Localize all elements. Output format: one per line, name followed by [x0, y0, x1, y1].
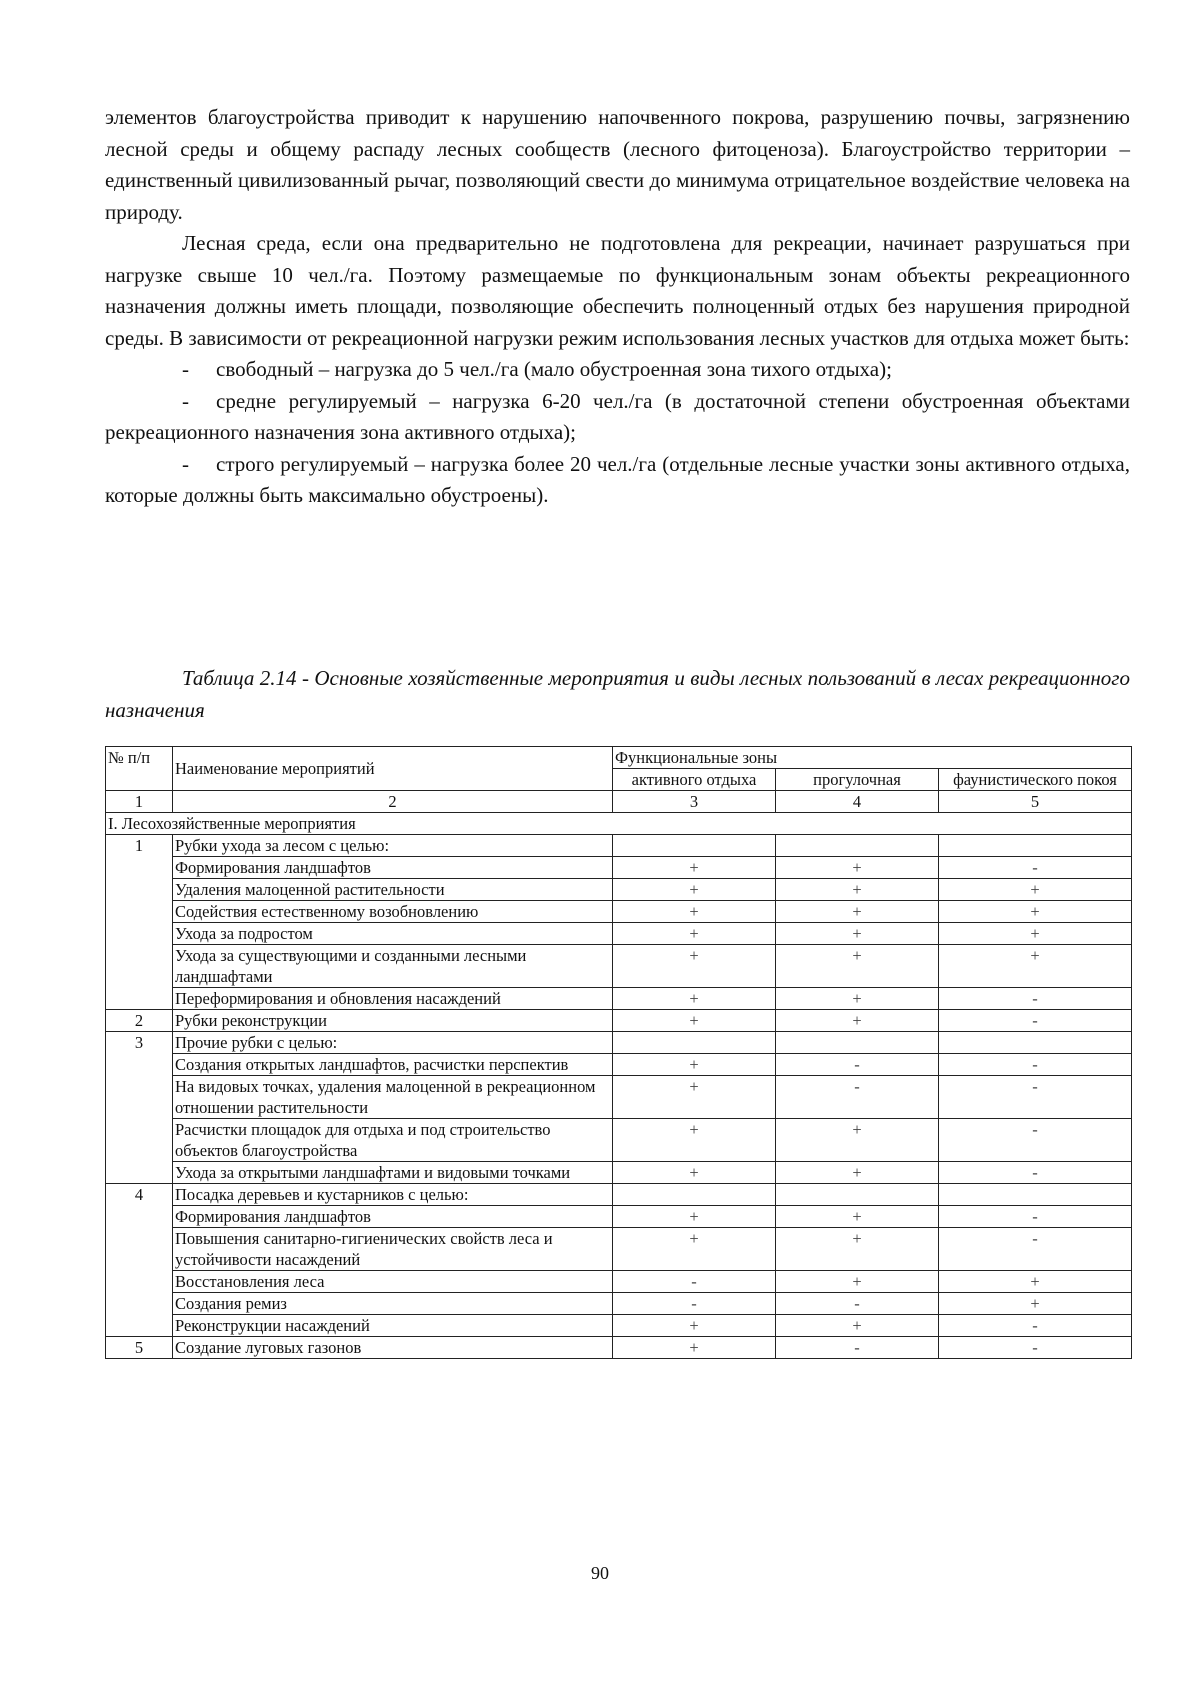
measure-name: Расчистки площадок для отдыха и под строительство объектов благоустройства	[173, 1119, 613, 1162]
zone-active-cell: +	[613, 1054, 776, 1076]
zone-fauna-cell: -	[939, 1162, 1132, 1184]
row-number: 4	[106, 1184, 173, 1337]
measure-name: На видовых точках, удаления малоценной в рекреационном отношении растительности	[173, 1076, 613, 1119]
zone-walking-cell: +	[776, 1271, 939, 1293]
measure-name: Содействия естественному возобновлению	[173, 901, 613, 923]
zone-active-cell: +	[613, 945, 776, 988]
measure-name: Удаления малоценной растительности	[173, 879, 613, 901]
row-number: 2	[106, 1010, 173, 1032]
column-number: 4	[776, 791, 939, 813]
zone-active-cell: +	[613, 1076, 776, 1119]
list-item-text: средне регулируемый – нагрузка 6-20 чел./га (в достаточной степени обустроенная объектами рекреационного назначения зона активного отдыха);	[105, 388, 1130, 444]
zone-fauna-cell: -	[939, 857, 1132, 879]
measure-name: Создание луговых газонов	[173, 1337, 613, 1359]
zone-walking-cell: +	[776, 1162, 939, 1184]
column-number: 1	[106, 791, 173, 813]
zone-walking-cell: +	[776, 945, 939, 988]
measure-name: Рубки ухода за лесом с целью:	[173, 835, 613, 857]
zone-active-cell: +	[613, 988, 776, 1010]
zone-fauna-cell: +	[939, 1271, 1132, 1293]
zone-active-cell: +	[613, 1228, 776, 1271]
table-row	[106, 857, 1132, 879]
zone-fauna-cell: -	[939, 1315, 1132, 1337]
zone-walking-cell: +	[776, 857, 939, 879]
zone-walking-cell: -	[776, 1054, 939, 1076]
table-row	[106, 835, 1132, 857]
zone-active-cell: -	[613, 1271, 776, 1293]
zone-active-cell: +	[613, 1315, 776, 1337]
list-dash: -	[182, 388, 189, 413]
zone-fauna-cell	[939, 1184, 1132, 1206]
measure-name: Восстановления леса	[173, 1271, 613, 1293]
zone-active-cell	[613, 1032, 776, 1054]
zone-fauna-cell: -	[939, 1206, 1132, 1228]
paragraph-2: Лесная среда, если она предварительно не подготовлена для рекреации, начинает разрушаться при нагрузке свыше 10 чел./га. Поэтому размещаемые по функциональным зонам объекты рекреационного назначения должны иметь площади, позволяющие обеспечить полноценный отдых без нарушения природной среды. В зависимости от рекреационной нагрузки режим использования лесных участков для отдыха может быть:	[105, 231, 1130, 350]
table-row	[106, 1271, 1132, 1293]
zone-walking-cell: -	[776, 1337, 939, 1359]
measure-name: Ухода за существующими и созданными лесными ландшафтами	[173, 945, 613, 988]
table-row	[106, 1119, 1132, 1162]
zone-walking-cell: -	[776, 1293, 939, 1315]
table-row	[106, 1184, 1132, 1206]
table-row	[106, 1054, 1132, 1076]
list-item	[105, 449, 1130, 512]
table-row	[106, 923, 1132, 945]
zone-fauna-cell: -	[939, 1337, 1132, 1359]
zone-walking-cell: -	[776, 1076, 939, 1119]
zone-active-cell: +	[613, 1010, 776, 1032]
zone-active-cell: +	[613, 1119, 776, 1162]
table-row	[106, 879, 1132, 901]
zone-walking-cell	[776, 835, 939, 857]
measure-name: Создания ремиз	[173, 1293, 613, 1315]
measure-name: Формирования ландшафтов	[173, 1206, 613, 1228]
list-item-text: строго регулируемый – нагрузка более 20 чел./га (отдельные лесные участки зоны активного отдыха, которые должны быть максимально обустроены).	[105, 451, 1130, 507]
zone-walking-cell: +	[776, 988, 939, 1010]
row-number: 5	[106, 1337, 173, 1359]
zone-active-cell: -	[613, 1293, 776, 1315]
zone-fauna-cell: -	[939, 1076, 1132, 1119]
zone-walking-cell	[776, 1184, 939, 1206]
measures-table	[105, 746, 1132, 1359]
zone-fauna-cell: -	[939, 1228, 1132, 1271]
list-item	[105, 386, 1130, 449]
zone-fauna-cell: -	[939, 1010, 1132, 1032]
measure-name: Формирования ландшафтов	[173, 857, 613, 879]
zone-fauna-cell: +	[939, 879, 1132, 901]
table-row	[106, 1228, 1132, 1271]
zone-walking-cell	[776, 1032, 939, 1054]
measure-name: Реконструкции насаждений	[173, 1315, 613, 1337]
header-zone-walking: прогулочная	[776, 769, 939, 791]
body-text	[105, 102, 1130, 512]
zone-fauna-cell: +	[939, 945, 1132, 988]
measure-name: Посадка деревьев и кустарников с целью:	[173, 1184, 613, 1206]
header-zone-active: активного отдыха	[613, 769, 776, 791]
measure-name: Ухода за открытыми ландшафтами и видовыми точками	[173, 1162, 613, 1184]
paragraph-1: элементов благоустройства приводит к нарушению напочвенного покрова, разрушению почвы, загрязнению лесной среды и общему распаду лесных сообществ (лесного фитоценоза). Благоустройство территории – единственный цивилизованный рычаг, позволяющий свести до минимума отрицательное воздействие человека на природу.	[105, 105, 1130, 224]
zone-walking-cell: +	[776, 1315, 939, 1337]
column-number: 2	[173, 791, 613, 813]
zone-walking-cell: +	[776, 1206, 939, 1228]
header-zone-fauna: фаунистического покоя	[939, 769, 1132, 791]
list-dash: -	[182, 357, 189, 381]
column-number: 3	[613, 791, 776, 813]
zone-active-cell: +	[613, 901, 776, 923]
measure-name: Ухода за подростом	[173, 923, 613, 945]
table-row	[106, 1337, 1132, 1359]
zone-fauna-cell: -	[939, 1119, 1132, 1162]
zone-walking-cell: +	[776, 923, 939, 945]
zone-active-cell: +	[613, 857, 776, 879]
zone-walking-cell: +	[776, 901, 939, 923]
header-name: Наименование мероприятий	[173, 747, 613, 791]
row-number: 3	[106, 1032, 173, 1184]
zone-fauna-cell	[939, 1032, 1132, 1054]
column-number-row	[106, 791, 1132, 813]
zone-walking-cell: +	[776, 1119, 939, 1162]
zone-active-cell: +	[613, 1206, 776, 1228]
zone-fauna-cell: +	[939, 901, 1132, 923]
measure-name: Прочие рубки с целью:	[173, 1032, 613, 1054]
zone-walking-cell: +	[776, 1228, 939, 1271]
table-row	[106, 1076, 1132, 1119]
list-item-text: свободный – нагрузка до 5 чел./га (мало обустроенная зона тихого отдыха);	[216, 357, 892, 381]
zone-fauna-cell: +	[939, 1293, 1132, 1315]
table-row	[106, 945, 1132, 988]
zone-fauna-cell	[939, 835, 1132, 857]
measure-name: Создания открытых ландшафтов, расчистки перспектив	[173, 1054, 613, 1076]
column-number: 5	[939, 791, 1132, 813]
zone-active-cell	[613, 1184, 776, 1206]
zone-active-cell: +	[613, 1162, 776, 1184]
row-number: 1	[106, 835, 173, 1010]
zone-active-cell: +	[613, 879, 776, 901]
header-zones: Функциональные зоны	[613, 747, 1132, 769]
table-row	[106, 1293, 1132, 1315]
table-row	[106, 1010, 1132, 1032]
table-row	[106, 901, 1132, 923]
table-row	[106, 1162, 1132, 1184]
zone-active-cell: +	[613, 923, 776, 945]
table-row	[106, 1032, 1132, 1054]
header-row	[106, 747, 1132, 769]
measure-name: Переформирования и обновления насаждений	[173, 988, 613, 1010]
table-row	[106, 1315, 1132, 1337]
section-title: I. Лесохозяйственные мероприятия	[106, 813, 1132, 835]
zone-active-cell	[613, 835, 776, 857]
table-row	[106, 1206, 1132, 1228]
zone-active-cell: +	[613, 1337, 776, 1359]
measure-name: Повышения санитарно-гигиенических свойств леса и устойчивости насаждений	[173, 1228, 613, 1271]
zone-fauna-cell: -	[939, 1054, 1132, 1076]
zone-fauna-cell: -	[939, 988, 1132, 1010]
measure-name: Рубки реконструкции	[173, 1010, 613, 1032]
zone-walking-cell: +	[776, 879, 939, 901]
zone-walking-cell: +	[776, 1010, 939, 1032]
zone-fauna-cell: +	[939, 923, 1132, 945]
table-caption: Таблица 2.14 - Основные хозяйственные мероприятия и виды лесных пользований в лесах рекреационного назначения	[105, 666, 1130, 722]
table-row	[106, 988, 1132, 1010]
section-row	[106, 813, 1132, 835]
header-num: № п/п	[106, 747, 173, 791]
list-dash: -	[182, 451, 189, 476]
list-item	[105, 354, 1130, 386]
page-number: 90	[591, 1563, 609, 1583]
